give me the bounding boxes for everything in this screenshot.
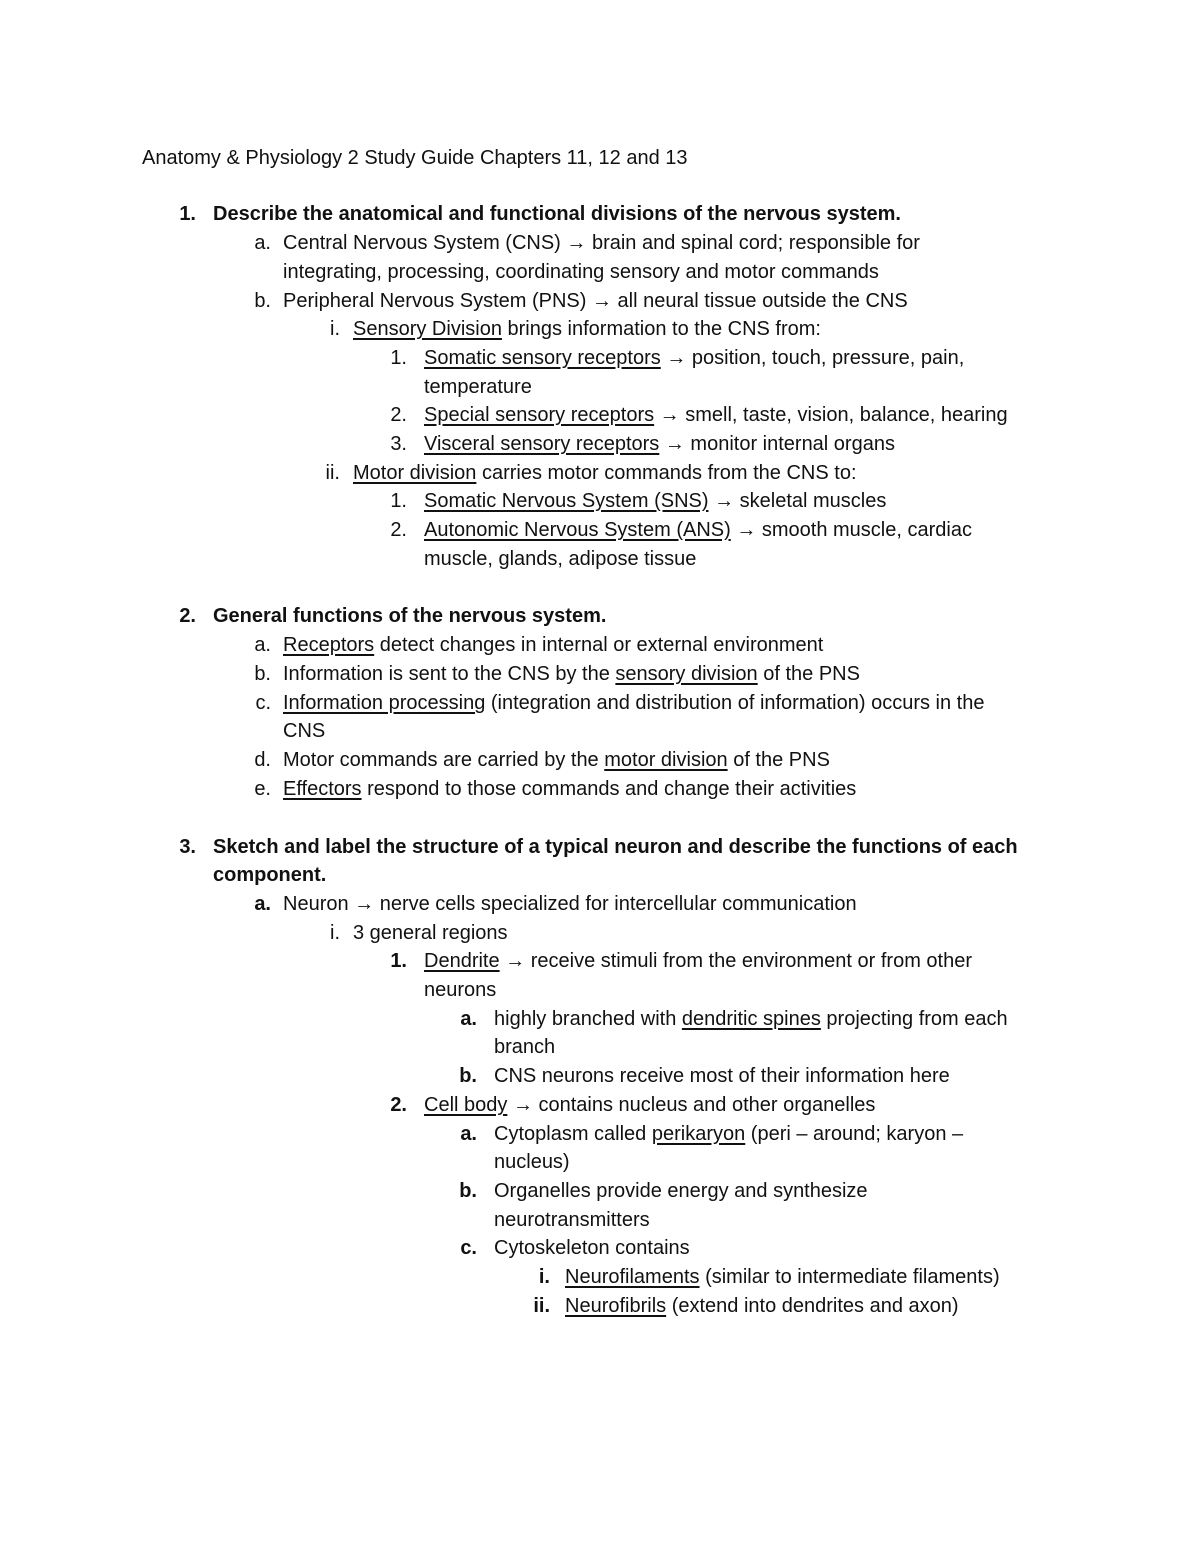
list-item-text — [494, 1177, 868, 1205]
list-item-text — [565, 1263, 1000, 1291]
list-item-text — [494, 1120, 963, 1148]
list-marker: 2. — [390, 1094, 407, 1116]
text-run: Motor commands are carried by the — [283, 749, 605, 771]
text-run: of the PNS — [757, 663, 860, 685]
list-marker: a. — [254, 232, 271, 254]
underlined-term: Neurofibrils — [565, 1295, 667, 1317]
list-marker: 3. — [179, 836, 196, 858]
text-run: Peripheral Nervous System (PNS) → all neural tissue outside the CNS — [283, 290, 908, 312]
list-marker: b. — [459, 1065, 477, 1087]
list-item-text — [565, 1292, 959, 1320]
text-run: Cytoplasm called — [494, 1123, 652, 1145]
text-run: Central Nervous System (CNS) → brain and spinal cord; responsible for — [283, 232, 920, 254]
list-marker: ii. — [533, 1295, 550, 1317]
underlined-term: Sensory Division — [353, 318, 502, 340]
list-item-text — [424, 1091, 875, 1119]
text-run: → monitor internal organs — [659, 433, 895, 455]
underlined-term: Receptors — [283, 634, 375, 656]
list-item-text — [494, 1148, 570, 1176]
text-run: Sketch and label the structure of a typical neuron and describe the functions of each — [213, 836, 1018, 858]
text-run: Organelles provide energy and synthesize — [494, 1180, 868, 1202]
text-run: carries motor commands from the CNS to: — [476, 462, 857, 484]
list-item-text — [283, 258, 879, 286]
list-item-text — [494, 1062, 950, 1090]
list-item-text — [424, 976, 496, 1004]
underlined-term: Special sensory receptors — [424, 404, 655, 426]
list-marker: 1. — [179, 203, 196, 225]
underlined-term: Dendrite — [424, 950, 500, 972]
text-run: component. — [213, 864, 327, 886]
list-item-text — [213, 861, 326, 889]
text-run: CNS — [283, 720, 326, 742]
text-run: → smooth muscle, cardiac — [730, 519, 972, 541]
list-item-text — [283, 775, 856, 803]
text-run: Describe the anatomical and functional divisions of the nervous system. — [213, 203, 901, 225]
text-run: (integration and distribution of information) occurs in the — [485, 692, 985, 714]
list-marker: a. — [460, 1123, 477, 1145]
list-item-text — [424, 430, 895, 458]
text-run: branch — [494, 1036, 556, 1058]
text-run: → smell, taste, vision, balance, hearing — [654, 404, 1008, 426]
text-run: (extend into dendrites and axon) — [666, 1295, 959, 1317]
text-run: of the PNS — [727, 749, 830, 771]
list-item-text — [353, 459, 857, 487]
underlined-term: perikaryon — [651, 1123, 746, 1145]
text-run: CNS neurons receive most of their information here — [494, 1065, 950, 1087]
text-run: temperature — [424, 376, 532, 398]
text-run: neurotransmitters — [494, 1209, 650, 1231]
list-marker: 3. — [390, 433, 407, 455]
list-marker: b. — [254, 290, 271, 312]
text-run: (similar to intermediate filaments) — [699, 1266, 1000, 1288]
list-item-text — [283, 746, 830, 774]
list-item-text — [353, 919, 508, 947]
underlined-term: Motor division — [353, 462, 477, 484]
list-item-text — [142, 144, 688, 172]
text-run: detect changes in internal or external environment — [374, 634, 824, 656]
list-item-text — [494, 1206, 650, 1234]
list-item-text — [424, 545, 696, 573]
text-run: integrating, processing, coordinating sensory and motor commands — [283, 261, 879, 283]
underlined-term: Autonomic Nervous System (ANS) — [424, 519, 731, 541]
underlined-term: dendritic spines — [681, 1008, 821, 1030]
list-marker: i. — [538, 1266, 550, 1288]
list-marker: e. — [254, 778, 271, 800]
text-run: → skeletal muscles — [708, 490, 887, 512]
list-item-text — [494, 1033, 555, 1061]
text-run: → receive stimuli from the environment or from other — [499, 950, 972, 972]
list-item-text — [213, 200, 901, 228]
list-marker: i. — [330, 318, 340, 340]
list-marker: 2. — [390, 519, 407, 541]
list-marker: 2. — [179, 605, 196, 627]
underlined-term: Cell body — [424, 1094, 508, 1116]
list-marker: 1. — [390, 347, 407, 369]
text-run: 3 general regions — [353, 922, 508, 944]
list-marker: c. — [255, 692, 271, 714]
underlined-term: Somatic sensory receptors — [424, 347, 661, 369]
text-run: neurons — [424, 979, 497, 1001]
list-marker: 2. — [390, 404, 407, 426]
list-marker: i. — [330, 922, 340, 944]
list-item-text — [213, 833, 1018, 861]
list-item-text — [283, 631, 823, 659]
list-item-text — [494, 1005, 1008, 1033]
underlined-term: Somatic Nervous System (SNS) — [424, 490, 709, 512]
underlined-term: Effectors — [283, 778, 362, 800]
list-item-text — [424, 373, 532, 401]
list-item-text — [213, 602, 606, 630]
list-marker: a. — [254, 634, 271, 656]
list-item-text — [283, 890, 857, 918]
underlined-term: Information processing — [283, 692, 486, 714]
list-item-text — [424, 401, 1008, 429]
list-marker: c. — [460, 1237, 477, 1259]
list-marker: a. — [254, 893, 271, 915]
list-marker: 1. — [390, 490, 407, 512]
text-run: General functions of the nervous system. — [213, 605, 607, 627]
text-run: Cytoskeleton contains — [494, 1237, 690, 1259]
text-run: projecting from each — [820, 1008, 1008, 1030]
text-run: → contains nucleus and other organelles — [507, 1094, 876, 1116]
text-run: brings information to the CNS from: — [501, 318, 821, 340]
text-run: Neuron → nerve cells specialized for intercellular communication — [283, 893, 857, 915]
list-marker: d. — [254, 749, 271, 771]
list-marker: 1. — [390, 950, 407, 972]
list-item-text — [424, 516, 972, 544]
list-item-text — [283, 689, 984, 717]
list-item-text — [283, 287, 908, 315]
underlined-term: Visceral sensory receptors — [424, 433, 660, 455]
list-item-text — [424, 487, 886, 515]
list-marker: b. — [254, 663, 271, 685]
text-run: nucleus) — [494, 1151, 570, 1173]
text-run: highly branched with — [494, 1008, 682, 1030]
text-run: (peri – around; karyon – — [745, 1123, 964, 1145]
underlined-term: sensory division — [615, 663, 758, 685]
list-marker: ii. — [325, 462, 340, 484]
text-run: Anatomy & Physiology 2 Study Guide Chapters 11, 12 and 13 — [142, 147, 688, 169]
list-marker: b. — [459, 1180, 477, 1202]
list-item-text — [424, 947, 972, 975]
text-run: muscle, glands, adipose tissue — [424, 548, 697, 570]
underlined-term: Neurofilaments — [565, 1266, 700, 1288]
underlined-term: motor division — [604, 749, 728, 771]
list-marker: a. — [460, 1008, 477, 1030]
list-item-text — [283, 717, 325, 745]
list-item-text — [494, 1234, 690, 1262]
list-item-text — [283, 660, 860, 688]
text-run: → position, touch, pressure, pain, — [660, 347, 965, 369]
text-run: Information is sent to the CNS by the — [283, 663, 616, 685]
list-item-text — [353, 315, 821, 343]
text-run: respond to those commands and change their activities — [361, 778, 857, 800]
list-item-text — [424, 344, 964, 372]
list-item-text — [283, 229, 920, 257]
